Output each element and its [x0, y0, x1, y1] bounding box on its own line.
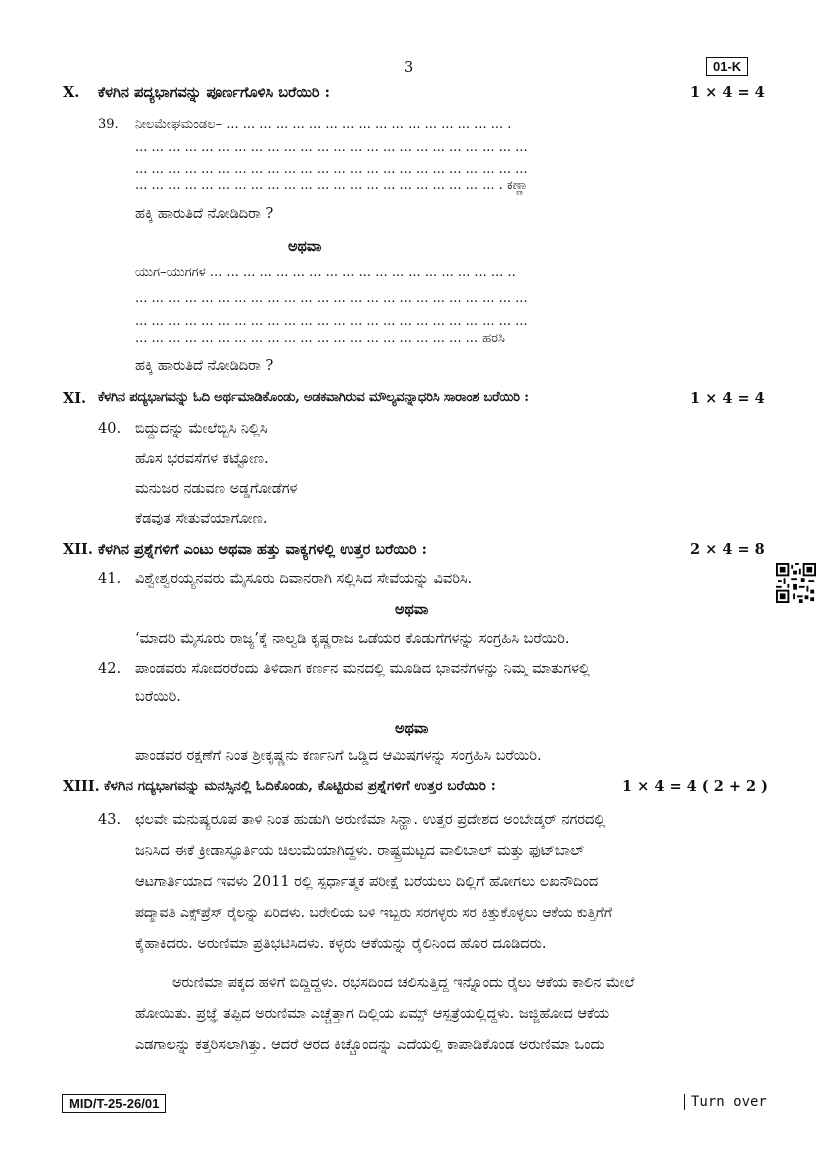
footer-turn-over: Turn over — [684, 1094, 767, 1110]
q39-alt-line-1: ಯುಗ–ಯುಗಗಳ ... ... ... ... ... ... ... ... ... ... ... ... ... ... ... ... ... ... .. — [135, 265, 516, 280]
section-xii-title: ಕೆಳಗಿನ ಪ್ರಶ್ನೆಗಳಿಗೆ ಎಂಟು ಅಥವಾ ಹತ್ತು ವಾಕ್ಯಗಳಲ್ಲಿ ಉತ್ತರ ಬರೆಯಿರಿ : — [98, 541, 427, 558]
section-xii-marks: 2 × 4 = 8 — [690, 541, 765, 558]
q39-alt-line-4: ... ... ... ... ... ... ... ... ... ... ... ... ... ... ... ... ... ... ... ... ... ಹರಸಿ — [135, 331, 505, 346]
q39-line-5: ಹಕ್ಕಿ ಹಾರುತಿದೆ ನೋಡಿದಿರಾ ? — [135, 206, 274, 222]
q43-p2-line-3: ಎಡಗಾಲನ್ನು ಕತ್ತರಿಸಲಾಗಿತ್ತು. ಆದರೆ ಆರದ ಕಿಚ್ಚೊಂದನ್ನು ಎದೆಯಲ್ಲಿ ಕಾಪಾಡಿಕೊಂಡ ಅರುಣಿಮಾ ಒಂದು — [135, 1037, 605, 1053]
q40-line-3: ಮನುಜರ ನಡುವಣ ಅಡ್ಡಗೋಡೆಗಳ — [135, 481, 298, 497]
section-xi-title: ಕೆಳಗಿನ ಪದ್ಯಭಾಗವನ್ನು ಓದಿ ಅರ್ಥಮಾಡಿಕೊಂಡು, ಅಡಕವಾಗಿರುವ ಮೌಲ್ಯವನ್ನಾಧರಿಸಿ ಸಾರಾಂಶ ಬರೆಯಿರಿ : — [98, 390, 529, 405]
footer-code: MID/T-25-26/01 — [62, 1094, 166, 1113]
qr-code-icon — [776, 563, 816, 603]
q43-number: 43. — [98, 812, 122, 828]
section-xiii-marks: 1 × 4 = 4 ( 2 + 2 ) — [622, 778, 769, 795]
q42-or: ಅಥವಾ — [395, 720, 429, 737]
q40-line-2: ಹೊಸ ಭರವಸೆಗಳ ಕಟ್ಟೋಣ. — [135, 451, 269, 467]
q42-number: 42. — [98, 661, 122, 677]
q42-text-1: ಪಾಂಡವರು ಸೋದರರೆಂದು ತಿಳಿದಾಗ ಕರ್ಣನ ಮನದಲ್ಲಿ ಮೂಡಿದ ಭಾವನೆಗಳನ್ನು ನಿಮ್ಮ ಮಾತುಗಳಲ್ಲಿ — [135, 661, 590, 677]
q43-p1-line-2: ಜನಿಸಿದ ಈಕೆ ಕ್ರೀಡಾಸ್ಫೂರ್ತಿಯ ಚಿಲುಮೆಯಾಗಿದ್ದಳು. ರಾಷ್ಟ್ರಮಟ್ಟದ ವಾಲಿಬಾಲ್ ಮತ್ತು ಫುಟ್‌ಬಾಲ್ — [135, 843, 585, 859]
q40-line-4: ಕೆಡವುತ ಸೇತುವೆಯಾಗೋಣ. — [135, 511, 268, 527]
q39-alt-line-5: ಹಕ್ಕಿ ಹಾರುತಿದೆ ನೋಡಿದಿರಾ ? — [135, 358, 274, 374]
section-xi-number: XI. — [63, 390, 87, 407]
q39-line-1: ನೀಲಮೇಘಮಂಡಲ– ... ... ... ... ... ... ... ... ... ... ... ... ... ... ... ... ... . — [135, 117, 512, 132]
page-number: 3 — [404, 60, 414, 76]
section-xi-marks: 1 × 4 = 4 — [690, 390, 765, 407]
q39-alt-line-3: ... ... ... ... ... ... ... ... ... ... ... ... ... ... ... ... ... ... ... ... ... ... ... ... — [135, 314, 528, 329]
q43-p1-line-5: ಕೈಹಾಕಿದರು. ಅರುಣಿಮಾ ಪ್ರತಿಭಟಿಸಿದಳು. ಕಳ್ಳರು ಆಕೆಯನ್ನು ರೈಲಿನಿಂದ ಹೊರ ದೂಡಿದರು. — [135, 936, 547, 952]
q39-line-3: ... ... ... ... ... ... ... ... ... ... ... ... ... ... ... ... ... ... ... ... ... ... ... ... — [135, 162, 528, 177]
q42-text-2: ಬರೆಯಿರಿ. — [135, 689, 181, 705]
q43-p2-line-1: ಅರುಣಿಮಾ ಪಕ್ಕದ ಹಳಿಗೆ ಬಿದ್ದಿದ್ದಳು. ರಭಸದಿಂದ ಚಲಿಸುತ್ತಿದ್ದ ಇನ್ನೊಂದು ರೈಲು ಆಕೆಯ ಕಾಲಿನ ಮೇಲೆ — [172, 975, 635, 991]
q39-or: ಅಥವಾ — [288, 238, 322, 255]
section-xiii-title: ಕೆಳಗಿನ ಗದ್ಯಭಾಗವನ್ನು ಮನಸ್ಸಿನಲ್ಲಿ ಓದಿಕೊಂಡು, ಕೊಟ್ಟಿರುವ ಪ್ರಶ್ನೆಗಳಿಗೆ ಉತ್ತರ ಬರೆಯಿರಿ : — [104, 778, 496, 794]
q40-line-1: ಬಿದ್ದುದನ್ನು ಮೇಲೆಬ್ಬಿಸಿ ನಿಲ್ಲಿಸಿ — [135, 421, 268, 437]
q43-p1-line-3: ಆಟಗಾರ್ತಿಯಾದ ಇವಳು 2011 ರಲ್ಲಿ ಸ್ಪರ್ಧಾತ್ಮಕ ಪರೀಕ್ಷೆ ಬರೆಯಲು ದಿಲ್ಲಿಗೆ ಹೋಗಲು ಲಖನೌದಿಂದ — [135, 874, 599, 890]
q43-p2-line-2: ಹೋಯಿತು. ಪ್ರಜ್ಞೆ ತಪ್ಪಿದ ಅರುಣಿಮಾ ಎಚ್ಚೆತ್ತಾಗ ದಿಲ್ಲಿಯ ಏಮ್ಸ್ ಆಸ್ಪತ್ರೆಯಲ್ಲಿದ್ದಳು. ಜಜ್ಜಿಹೋದ ಆಕೆಯ — [135, 1006, 610, 1022]
section-x-title: ಕೆಳಗಿನ ಪದ್ಯಭಾಗವನ್ನು ಪೂರ್ಣಗೊಳಿಸಿ ಬರೆಯಿರಿ : — [98, 84, 330, 101]
section-x-number: X. — [63, 84, 80, 101]
q41-number: 41. — [98, 571, 122, 587]
paper-code: 01-K — [706, 57, 748, 76]
q41-text: ವಿಶ್ವೇಶ್ವರಯ್ಯನವರು ಮೈಸೂರು ದಿವಾನರಾಗಿ ಸಲ್ಲಿಸಿದ ಸೇವೆಯನ್ನು ವಿವರಿಸಿ. — [135, 571, 473, 587]
q39-line-2: ... ... ... ... ... ... ... ... ... ... ... ... ... ... ... ... ... ... ... ... ... ... ... ... — [135, 140, 528, 155]
q39-number: 39. — [98, 117, 119, 132]
section-xii-number: XII. — [63, 541, 93, 558]
section-xiii-number: XIII. — [63, 778, 100, 795]
q42-alt: ಪಾಂಡವರ ರಕ್ಷಣೆಗೆ ನಿಂತ ಶ್ರೀಕೃಷ್ಣನು ಕರ್ಣನಿಗೆ ಒಡ್ಡಿದ ಆಮಿಷಗಳನ್ನು ಸಂಗ್ರಹಿಸಿ ಬರೆಯಿರಿ. — [135, 748, 542, 764]
q41-or: ಅಥವಾ — [395, 601, 429, 618]
q41-alt: ‘ಮಾದರಿ ಮೈಸೂರು ರಾಜ್ಯ’ಕ್ಕೆ ನಾಲ್ವಡಿ ಕೃಷ್ಣರಾಜ ಒಡೆಯರ ಕೊಡುಗೆಗಳನ್ನು ಸಂಗ್ರಹಿಸಿ ಬರೆಯಿರಿ. — [135, 631, 570, 647]
q43-p1-line-1: ಛಲವೇ ಮನುಷ್ಯರೂಪ ತಾಳಿ ನಿಂತ ಹುಡುಗಿ ಅರುಣಿಮಾ ಸಿನ್ಹಾ. ಉತ್ತರ ಪ್ರದೇಶದ ಅಂಬೇಡ್ಕರ್ ನಗರದಲ್ಲಿ — [135, 812, 606, 828]
q40-number: 40. — [98, 421, 122, 437]
q39-alt-line-2: ... ... ... ... ... ... ... ... ... ... ... ... ... ... ... ... ... ... ... ... ... ... ... ... — [135, 291, 528, 306]
q43-p1-line-4: ಪದ್ಮಾವತಿ ಎಕ್ಸ್‌ಪ್ರೆಸ್ ರೈಲನ್ನು ಏರಿದಳು. ಬರೇಲಿಯ ಬಳಿ ಇಬ್ಬರು ಸರಗಳ್ಳರು ಸರ ಕಿತ್ತುಕೊಳ್ಳಲು ಆಕೆಯ ಕುತ್ತಿಗೆಗೆ — [135, 905, 612, 921]
q39-line-4: ... ... ... ... ... ... ... ... ... ... ... ... ... ... ... ... ... ... ... ... ... ... . ಕಣ್ಣಾ — [135, 178, 529, 193]
section-x-marks: 1 × 4 = 4 — [690, 84, 765, 101]
